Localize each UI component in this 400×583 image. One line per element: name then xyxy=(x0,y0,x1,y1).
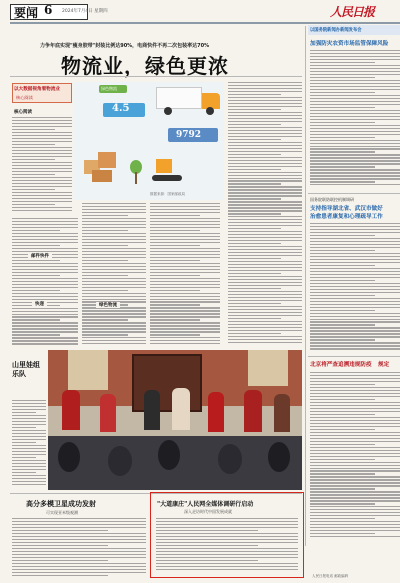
right-headline-2b: 治愈患者康复和心理疏导工作 xyxy=(310,214,383,220)
lead-body-col-4 xyxy=(228,82,302,348)
tree-icon xyxy=(128,160,144,186)
right-rule-1 xyxy=(308,193,400,194)
sidebar-heading: 以大数据视角看物流业 xyxy=(14,87,60,92)
lead-title: 物流业，绿色更浓 xyxy=(61,54,229,78)
right-story-2 xyxy=(310,223,400,353)
right-headline-2: 支持指导湖北省、武汉市做好 xyxy=(310,206,383,212)
masthead xyxy=(0,0,400,24)
boxes-icon xyxy=(84,148,120,182)
right-banner-text: 以国务院新闻办新闻发布会 xyxy=(310,28,362,33)
band-photo xyxy=(48,350,302,490)
right-story-3 xyxy=(310,372,400,542)
right-kicker-2: 国务院联防联控机制调研 xyxy=(310,197,354,202)
stat-value-1: 4.5 xyxy=(112,103,130,114)
lead-body-col-1 xyxy=(12,218,78,348)
issue-date: 2024年7月4日 星期四 xyxy=(62,9,108,14)
section-label: 要闻 xyxy=(14,6,39,20)
sidebar-subheading: 核心阅读 xyxy=(16,95,33,100)
highlight-title: "大道康庄"人民网全媒体调研行启动 xyxy=(157,501,254,508)
bottom-left-text xyxy=(12,518,146,578)
photo-caption-text xyxy=(12,400,46,488)
right-story-1 xyxy=(310,50,400,190)
right-headline-3: 北京将严查追溯违规防疫 xyxy=(310,362,372,368)
bottom-left-subtitle: 可实现亚米级观测 xyxy=(46,510,78,515)
newspaper-logo: 人民日报 xyxy=(330,5,375,19)
infographic-title: 绿色物流 xyxy=(101,86,117,91)
stat-value-2: 9792 xyxy=(176,130,202,140)
lead-body-col-3 xyxy=(150,203,220,348)
delivery-scooter-icon xyxy=(150,155,190,187)
right-headline-1: 加强防灾农资市场监管保障风险 xyxy=(310,41,389,47)
infographic-note: 数据来源：国家邮政局 xyxy=(150,192,185,196)
photo-side-caption: 山里娃组乐队 xyxy=(12,360,40,378)
column-divider xyxy=(305,26,306,546)
highlight-subtitle: 深入走访时代中国发展成就 xyxy=(184,509,232,514)
bottom-left-title: 高分多模卫星成功发射 xyxy=(26,499,96,508)
masthead-rule xyxy=(10,22,400,24)
lead-rule xyxy=(10,76,302,77)
lead-col-head-1: 邮件快件 xyxy=(28,253,52,259)
lead-col-head-3: 绿色物流 xyxy=(96,302,120,308)
highlight-text xyxy=(156,518,298,574)
lead-body-col-2 xyxy=(82,203,146,348)
page-number: 6 xyxy=(44,3,53,17)
truck-icon xyxy=(156,85,224,115)
lead-kicker: 力争年底实现"瘦身胶带"封装比例达90%，电商快件不再二次包装率达70% xyxy=(40,43,210,49)
right-rule-2 xyxy=(308,356,400,357)
lead-col-head-2: 快递 xyxy=(32,301,47,307)
core-reading-label: 核心阅读 xyxy=(14,110,32,115)
core-reading-text xyxy=(12,117,72,215)
right-headline-3b: 规定 xyxy=(378,362,390,368)
page-footer: 人民日报电话 邮政编码 xyxy=(312,574,349,578)
